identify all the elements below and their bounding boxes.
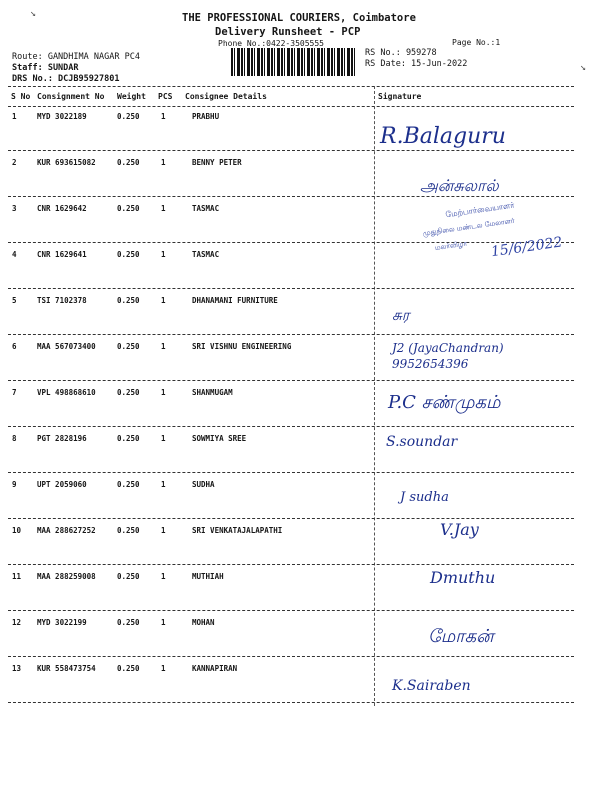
pieces-cell: 1 (161, 342, 166, 351)
consignee-cell: SHANMUGAM (192, 388, 233, 397)
table-row (0, 112, 600, 158)
consignment-number-cell: MAA 288627252 (37, 526, 96, 535)
pieces-cell: 1 (161, 526, 166, 535)
stamp-line: மலர்விழா (434, 239, 468, 253)
weight-cell: 0.250 (117, 664, 140, 673)
table-row (0, 568, 600, 618)
signature-cell: K.Sairaben (392, 678, 471, 694)
route-label: Route: GANDHIMA NAGAR PC4 (12, 52, 140, 62)
document-subtitle: Delivery Runsheet - PCP (215, 26, 361, 38)
phone-number: Phone No.:0422-3505555 (218, 39, 324, 48)
staff-label: Staff: SUNDAR (12, 63, 79, 73)
row-divider (8, 426, 574, 427)
row-divider (8, 334, 574, 335)
weight-cell: 0.250 (117, 296, 140, 305)
divider (8, 86, 574, 87)
weight-cell: 0.250 (117, 572, 140, 581)
column-header: Consignment No (37, 92, 105, 101)
row-divider (8, 656, 574, 657)
signature-cell: J sudha (400, 490, 449, 505)
consignee-cell: SRI VENKATAJALAPATHI (192, 526, 283, 535)
signature-cell: J2 (JayaChandran) 9952654396 (392, 341, 504, 371)
weight-cell: 0.250 (117, 526, 140, 535)
table-row (0, 388, 600, 434)
signature-cell: மோகன் (428, 626, 494, 647)
weight-cell: 0.250 (117, 434, 140, 443)
weight-cell: 0.250 (117, 480, 140, 489)
consignee-cell: MOHAN (192, 618, 215, 627)
consignee-cell: BENNY PETER (192, 158, 242, 167)
signature-cell: அன்சுலால் (420, 176, 499, 195)
consignment-number-cell: MYD 3022199 (37, 618, 87, 627)
signature-cell: Dmuthu (430, 568, 496, 587)
serial-number-cell: 2 (12, 158, 17, 167)
serial-number-cell: 11 (12, 572, 22, 581)
weight-cell: 0.250 (117, 618, 140, 627)
pieces-cell: 1 (161, 158, 166, 167)
barcode-icon (231, 48, 357, 76)
weight-cell: 0.250 (117, 388, 140, 397)
rs-number: RS No.: 959278 (365, 48, 437, 58)
weight-cell: 0.250 (117, 158, 140, 167)
weight-cell: 0.250 (117, 112, 140, 121)
consignment-number-cell: CNR 1629641 (37, 250, 87, 259)
pieces-cell: 1 (161, 664, 166, 673)
row-divider (8, 472, 574, 473)
serial-number-cell: 10 (12, 526, 22, 535)
column-header: Consignee Details (185, 92, 267, 101)
consignee-cell: TASMAC (192, 250, 220, 259)
consignment-number-cell: UPT 2059060 (37, 480, 87, 489)
pieces-cell: 1 (161, 388, 166, 397)
serial-number-cell: 7 (12, 388, 17, 397)
row-divider (8, 196, 574, 197)
pieces-cell: 1 (161, 204, 166, 213)
row-divider (8, 564, 574, 565)
page-number: Page No.:1 (452, 38, 501, 47)
consignee-cell: PRABHU (192, 112, 220, 121)
table-row (0, 480, 600, 526)
stamp-line: முதுநிலை மண்டல மேலாளர் (422, 216, 516, 238)
company-title: THE PROFESSIONAL COURIERS, Coimbatore (182, 12, 416, 24)
pieces-cell: 1 (161, 296, 166, 305)
row-divider (8, 610, 574, 611)
pieces-cell: 1 (161, 572, 166, 581)
weight-cell: 0.250 (117, 250, 140, 259)
column-header: Weight (117, 92, 146, 101)
pieces-cell: 1 (161, 434, 166, 443)
drs-number: DRS No.: DCJB95927801 (12, 74, 120, 84)
consignment-number-cell: MYD 3022189 (37, 112, 87, 121)
row-divider (8, 150, 574, 151)
stamp-date: 15/6/2022 (490, 234, 564, 261)
table-row (0, 618, 600, 664)
row-divider (8, 518, 574, 519)
consignee-cell: DHANAMANI FURNITURE (192, 296, 278, 305)
consignment-number-cell: MAA 567073400 (37, 342, 96, 351)
consignee-cell: SOWMIYA SREE (192, 434, 247, 443)
consignment-number-cell: CNR 1629642 (37, 204, 87, 213)
row-divider (8, 702, 574, 703)
column-header: PCS (158, 92, 173, 101)
signature-cell: R.Balaguru (380, 124, 506, 149)
consignee-cell: TASMAC (192, 204, 220, 213)
row-divider (8, 380, 574, 381)
serial-number-cell: 12 (12, 618, 22, 627)
stamp-line: மேற்பார்வையாளர் (444, 200, 515, 220)
pieces-cell: 1 (161, 112, 166, 121)
consignment-number-cell: PGT 2828196 (37, 434, 87, 443)
consignment-number-cell: VPL 498868610 (37, 388, 96, 397)
scan-mark-icon: ↘ (30, 8, 37, 19)
table-row (0, 434, 600, 480)
table-row (0, 664, 600, 710)
consignment-number-cell: KUR 558473754 (37, 664, 96, 673)
pieces-cell: 1 (161, 618, 166, 627)
scan-mark-icon: ↘ (580, 62, 587, 73)
pieces-cell: 1 (161, 480, 166, 489)
signature-cell: S.soundar (386, 434, 458, 450)
pieces-cell: 1 (161, 250, 166, 259)
rs-date: RS Date: 15-Jun-2022 (365, 59, 468, 69)
signature-cell: சுர (392, 306, 410, 324)
signature-cell: V.Jay (440, 520, 479, 539)
weight-cell: 0.250 (117, 342, 140, 351)
weight-cell: 0.250 (117, 204, 140, 213)
serial-number-cell: 13 (12, 664, 22, 673)
consignee-cell: SUDHA (192, 480, 215, 489)
consignment-number-cell: TSI 7102378 (37, 296, 87, 305)
table-row (0, 296, 600, 342)
consignment-number-cell: MAA 288259008 (37, 572, 96, 581)
serial-number-cell: 6 (12, 342, 17, 351)
serial-number-cell: 3 (12, 204, 17, 213)
serial-number-cell: 4 (12, 250, 17, 259)
column-header: S No (11, 92, 31, 101)
divider (8, 106, 574, 107)
column-header: Signature (378, 92, 422, 101)
serial-number-cell: 9 (12, 480, 17, 489)
consignee-cell: KANNAPIRAN (192, 664, 238, 673)
consignment-number-cell: KUR 693615082 (37, 158, 96, 167)
serial-number-cell: 5 (12, 296, 17, 305)
signature-cell: P.C சண்முகம் (388, 392, 501, 413)
consignee-cell: SRI VISHNU ENGINEERING (192, 342, 292, 351)
serial-number-cell: 8 (12, 434, 17, 443)
table-row (0, 520, 600, 572)
serial-number-cell: 1 (12, 112, 17, 121)
table-row (0, 342, 600, 388)
consignee-cell: MUTHIAH (192, 572, 224, 581)
